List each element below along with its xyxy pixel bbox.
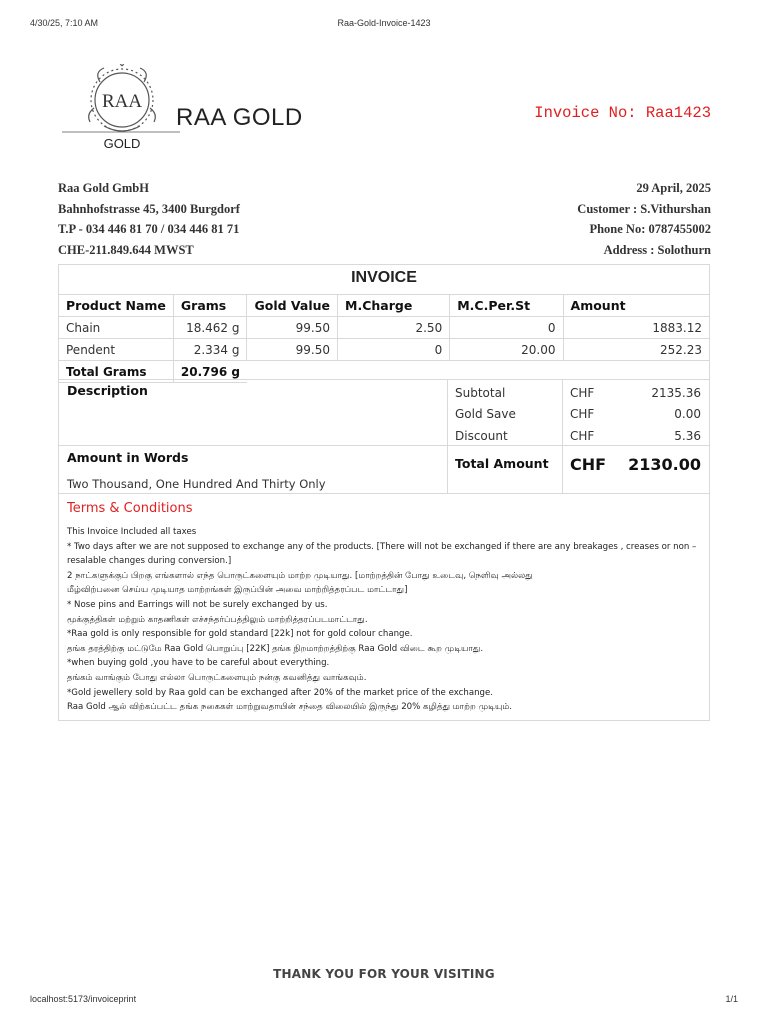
gold-save-label: Gold Save <box>455 407 516 421</box>
total-amount-label: Total Amount <box>455 456 549 471</box>
description-section <box>59 379 709 446</box>
subtotal-label: Subtotal <box>455 386 506 400</box>
cell-mcharge: 0 <box>338 339 450 361</box>
amount-in-words-label: Amount in Words <box>67 450 189 465</box>
cell-grams: 2.334 g <box>173 339 247 361</box>
terms-line: *Gold jewellery sold by Raa gold can be exchanged after 20% of the market price of the exchange. <box>67 687 494 698</box>
col-header: M.C.Per.St <box>450 295 563 317</box>
logo-monogram: RAA <box>101 91 143 112</box>
description-label: Description <box>67 383 148 398</box>
terms-line: * Nose pins and Earrings will not be surely exchanged by us. <box>67 599 328 610</box>
divider <box>562 446 563 494</box>
invoice-number: Invoice No: Raa1423 <box>534 104 711 122</box>
cell-mcharge: 2.50 <box>338 317 450 339</box>
table-row <box>59 339 709 361</box>
raa-gold-logo <box>60 64 182 154</box>
subtotal-value: 2135.36 <box>651 386 701 400</box>
terms-line: Raa Gold ஆல் விற்கப்பட்ட தங்க நகைகள் மாற்றுவதாயின் சந்தை விலையில் இருந்து 20% கழித்து மாற்ற முடியும். <box>67 702 512 713</box>
discount-label: Discount <box>455 429 508 443</box>
total-amount-currency: CHF <box>570 455 607 474</box>
terms-list <box>67 525 697 715</box>
amount-section <box>59 445 709 494</box>
print-page-number: 1/1 <box>725 994 738 1004</box>
company-address: Bahnhofstrasse 45, 3400 Burgdorf <box>58 201 240 216</box>
divider <box>562 380 563 446</box>
customer-name: Customer : S.Vithurshan <box>577 201 711 216</box>
terms-line: மூக்குத்திகள் மற்றும் காதணிகள் எச்சந்தர்ப்பத்திலும் மாற்றித்தரப்படமாட்டாது. <box>67 614 368 625</box>
print-url: localhost:5173/invoiceprint <box>30 994 137 1004</box>
terms-line: 2 நாட்களுக்குப் பிறகு எங்களால் எந்த பொருட்களையும் மாற்ற முடியாது. [மாற்றத்தின் போது உடைவு, நெளிவு அல்லது <box>67 570 533 581</box>
total-amount-value: 2130.00 <box>628 455 701 474</box>
company-phone: T.P - 034 446 81 70 / 034 446 81 71 <box>58 222 240 236</box>
terms-line: *Raa gold is only responsible for gold standard [22k] not for gold colour change. <box>67 629 413 640</box>
company-vat: CHE-211.849.644 MWST <box>58 242 194 257</box>
subtotal-currency: CHF <box>570 386 595 400</box>
divider <box>447 380 448 446</box>
terms-section <box>59 493 709 713</box>
col-header: Amount <box>563 295 709 317</box>
logo-sub: GOLD <box>103 136 141 151</box>
discount-currency: CHF <box>570 429 595 443</box>
total-grams-value: 20.796 g <box>173 361 247 383</box>
discount-value: 5.36 <box>674 429 701 443</box>
invoice-box <box>58 264 710 721</box>
amount-in-words: Two Thousand, One Hundred And Thirty Only <box>67 477 326 491</box>
cell-amount: 1883.12 <box>563 317 709 339</box>
cell-mc-per-st: 0 <box>450 317 563 339</box>
print-footer <box>30 994 738 1006</box>
invoice-date: 29 April, 2025 <box>636 181 711 195</box>
brand-name: RAA GOLD <box>176 104 303 131</box>
company-name: Raa Gold GmbH <box>58 181 149 195</box>
customer-address: Address : Solothurn <box>603 242 711 257</box>
terms-line: தங்க தரத்திற்கு மட்டுமே Raa Gold பொறுப்பு [22K] தங்க நிறமாற்றத்திற்கு Raa Gold விடை கூற முடியாது. <box>67 643 484 654</box>
gold-save-value: 0.00 <box>674 407 701 421</box>
print-doc-title: Raa-Gold-Invoice-1423 <box>337 18 431 28</box>
cell-grams: 18.462 g <box>173 317 247 339</box>
table-header-row <box>59 295 709 317</box>
divider <box>447 446 448 494</box>
cell-amount: 252.23 <box>563 339 709 361</box>
print-datetime: 4/30/25, 7:10 AM <box>30 18 99 28</box>
items-table <box>59 294 709 383</box>
thank-you-message: THANK YOU FOR YOUR VISITING <box>273 967 495 981</box>
col-header: Grams <box>173 295 247 317</box>
table-row <box>59 317 709 339</box>
cell-mc-per-st: 20.00 <box>450 339 563 361</box>
gold-save-currency: CHF <box>570 407 595 421</box>
col-header: M.Charge <box>338 295 450 317</box>
terms-title: Terms & Conditions <box>67 501 193 516</box>
cell-product: Pendent <box>59 339 173 361</box>
company-info <box>58 178 240 260</box>
terms-line: * Two days after we are not supposed to exchange any of the products. [There will not be exchanged if there are any breakages , creases or non – <box>67 541 697 552</box>
col-header: Product Name <box>59 295 173 317</box>
terms-line: resalable changes during conversion.] <box>67 556 232 567</box>
terms-line: This Invoice Included all taxes <box>67 527 197 537</box>
total-grams-label: Total Grams <box>59 361 173 383</box>
cell-gold-value: 99.50 <box>247 339 338 361</box>
customer-info <box>577 178 711 260</box>
col-header: Gold Value <box>247 295 338 317</box>
terms-line: தங்கம் வாங்கும் போது எல்லா பொருட்களையும் நன்கு கவனித்து வாங்கவும். <box>67 672 367 683</box>
invoice-title: INVOICE <box>351 269 417 286</box>
cell-product: Chain <box>59 317 173 339</box>
cell-gold-value: 99.50 <box>247 317 338 339</box>
terms-line: *when buying gold ,you have to be careful about everything. <box>67 658 330 669</box>
terms-line: மீழ்விற்பனை செய்ய முடியாத மாற்றங்கள் இருப்பின் அவை மாற்றித்தரப்பட மாட்டாது] <box>67 585 408 596</box>
customer-phone: Phone No: 0787455002 <box>589 222 711 236</box>
